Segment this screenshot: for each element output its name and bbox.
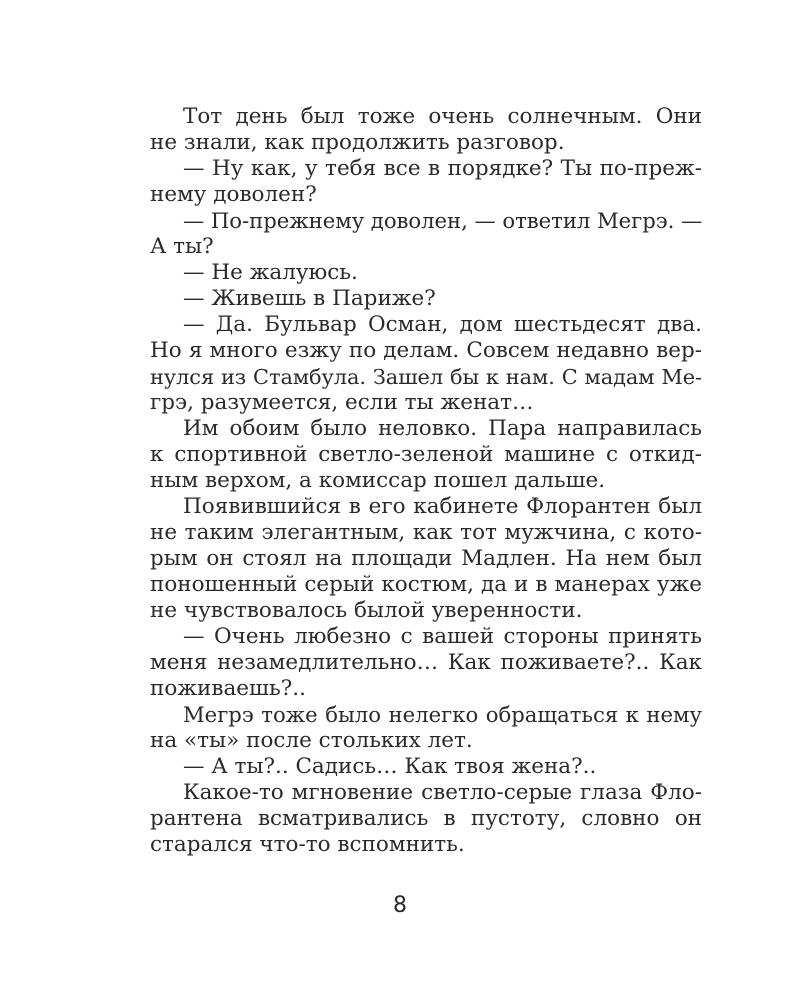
- text-line: Появившийся в его кабинете Флорантен был: [183, 494, 702, 519]
- text-line: не таким элегантным, как тот мужчина, с кото-: [150, 520, 702, 545]
- text-line: рым он стоял на площади Мадлен. На нем был: [150, 546, 702, 571]
- text-line: меня незамедлительно… Как поживаете?.. Как: [150, 650, 702, 675]
- text-line: — По-прежнему доволен, — ответил Мегрэ. —: [183, 208, 703, 233]
- text-line: — А ты?.. Садись… Как твоя жена?..: [183, 754, 597, 779]
- text-line: нему доволен?: [150, 182, 317, 207]
- text-line: не чувствовалось былой уверенности.: [150, 598, 583, 623]
- page-number: 8: [393, 893, 407, 918]
- body-text: [150, 104, 702, 858]
- text-line: — Ну как, у тебя все в порядке? Ты по-преж-: [183, 156, 702, 181]
- text-line: Мегрэ тоже было нелегко обращаться к нему: [183, 702, 702, 727]
- text-line: — Не жалуюсь.: [183, 260, 358, 285]
- text-line: А ты?: [150, 234, 214, 259]
- text-line: Им обоим было неловко. Пара направилась: [183, 416, 702, 441]
- text-line: поношенный серый костюм, да и в манерах уже: [150, 572, 702, 597]
- text-line: Тот день был тоже очень солнечным. Они: [183, 104, 702, 129]
- text-line: не знали, как продолжить разговор.: [150, 130, 565, 155]
- text-line: — Очень любезно с вашей стороны принять: [183, 624, 702, 649]
- text-line: Но я много езжу по делам. Совсем недавно вер-: [150, 338, 702, 363]
- text-line: Какое-то мгновение светло-серые глаза Фло-: [183, 780, 702, 805]
- text-line: поживаешь?..: [150, 676, 306, 701]
- text-line: грэ, разумеется, если ты женат…: [150, 390, 534, 415]
- text-line: к спортивной светло-зеленой машине с откид-: [150, 442, 702, 467]
- text-line: старался что-то вспомнить.: [150, 832, 465, 857]
- text-line: нулся из Стамбула. Зашел бы к нам. С мадам Ме-: [150, 365, 702, 389]
- text-line: — Да. Бульвар Осман, дом шестьдесят два.: [183, 312, 702, 337]
- text-line: рантена всматривались в пустоту, словно он: [150, 806, 702, 831]
- text-line: ным верхом, а комиссар пошел дальше.: [150, 468, 606, 493]
- text-line: на «ты» после стольких лет.: [150, 728, 473, 753]
- text-line: — Живешь в Париже?: [183, 286, 436, 311]
